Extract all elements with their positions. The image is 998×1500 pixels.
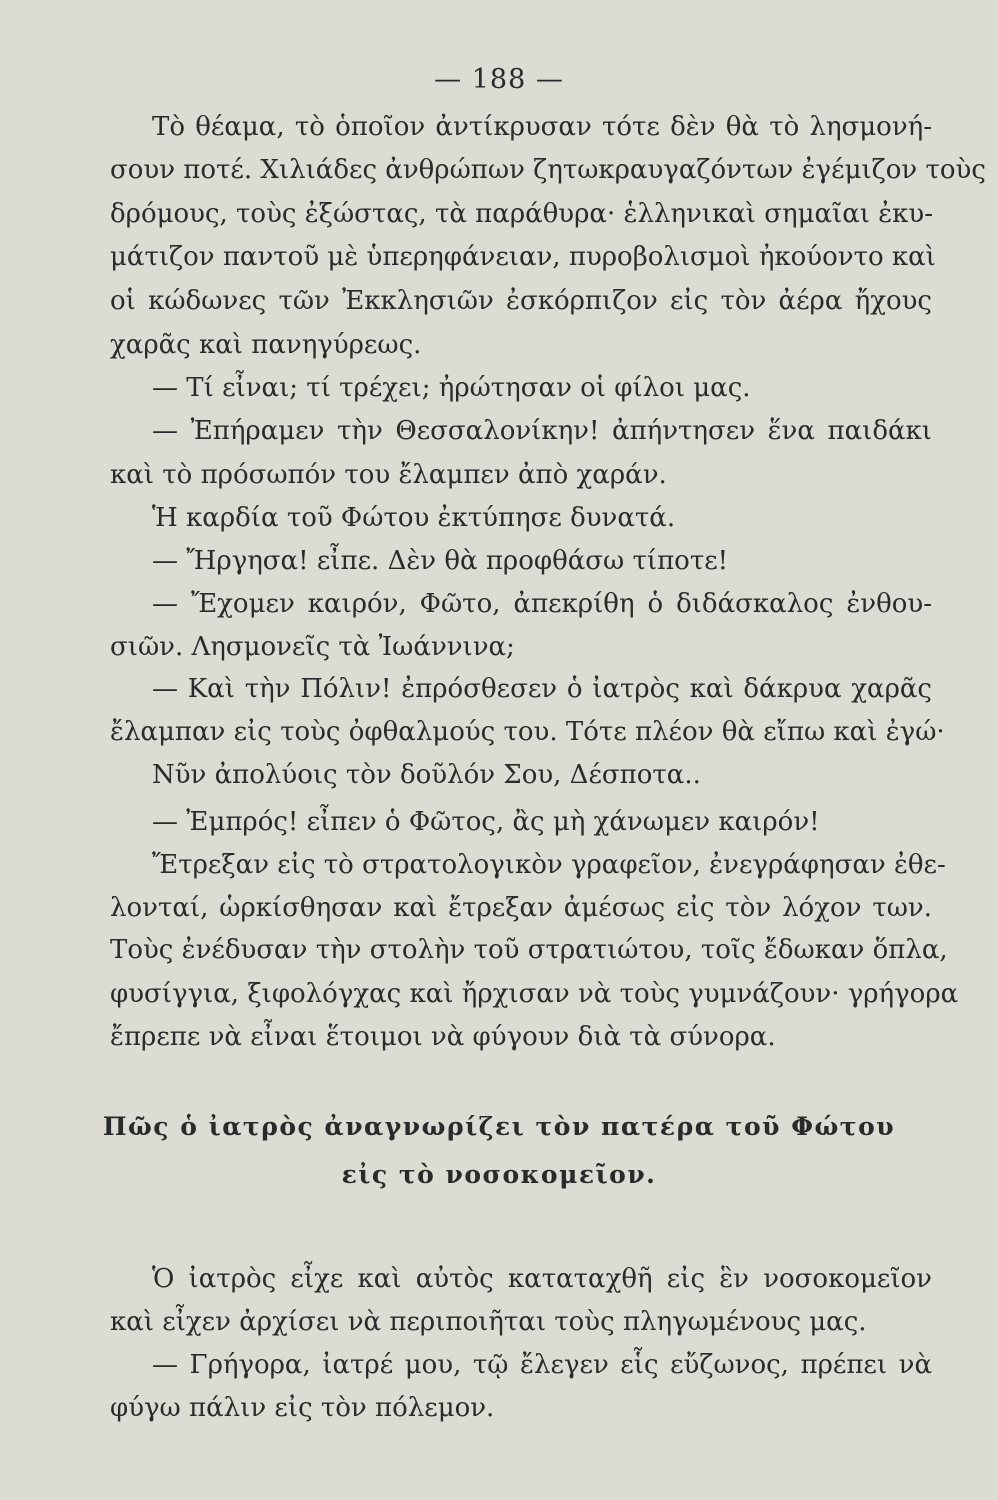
text-line: Ἔτρεξαν εἰς τὸ στρατολογικὸν γραφεῖον, ἐνεγράφησαν ἐθε- xyxy=(152,850,946,880)
text-line: Ἡ καρδία τοῦ Φώτου ἐκτύπησε δυνατά. xyxy=(152,503,676,533)
text-line: οἱ κώδωνες τῶν Ἐκκλησιῶν ἐσκόρπιζον εἰς τὸν ἀέρα ἤχους xyxy=(110,286,932,316)
text-line: Τὸ θέαμα, τὸ ὁποῖον ἀντίκρυσαν τότε δὲν θὰ τὸ λησμονή- xyxy=(152,112,932,142)
section-heading: εἰς τὸ νοσοκομεῖον. xyxy=(341,1160,657,1189)
text-line: — Ἔχομεν καιρόν, Φῶτο, ἀπεκρίθη ὁ διδάσκαλος ἐνθου- xyxy=(152,589,932,619)
text-line: — Γρήγορα, ἰατρέ μου, τῷ ἔλεγεν εἷς εὔζωνος, πρέπει νὰ xyxy=(152,1350,932,1380)
text-line: Ὁ ἰατρὸς εἶχε καὶ αὐτὸς καταταχθῆ εἰς ἓν νοσοκομεῖον xyxy=(152,1264,932,1294)
text-line: φυσίγγια, ξιφολόγχας καὶ ἤρχισαν νὰ τοὺς γυμνάζουν· γρήγορα xyxy=(110,979,959,1009)
text-line: μάτιζον παντοῦ μὲ ὑπερηφάνειαν, πυροβολισμοὶ ἠκούοντο καὶ xyxy=(110,242,936,272)
text-line: — Καὶ τὴν Πόλιν! ἐπρόσθεσεν ὁ ἰατρὸς καὶ δάκρυα χαρᾶς xyxy=(152,674,932,704)
text-line: — Ἐπήραμεν τὴν Θεσσαλονίκην! ἀπήντησεν ἕνα παιδάκι xyxy=(152,416,932,446)
text-line: καὶ εἶχεν ἀρχίσει νὰ περιποιῆται τοὺς πληγωμένους μας. xyxy=(110,1307,867,1337)
text-line: δρόμους, τοὺς ἐξώστας, τὰ παράθυρα· ἑλληνικαὶ σημαῖαι ἐκυ- xyxy=(110,199,934,229)
text-line: — Ἐμπρός! εἶπεν ὁ Φῶτος, ἂς μὴ χάνωμεν καιρόν! xyxy=(152,807,820,837)
text-line: — Τί εἶναι; τί τρέχει; ἠρώτησαν οἱ φίλοι μας. xyxy=(152,373,751,403)
text-line: φύγω πάλιν εἰς τὸν πόλεμον. xyxy=(110,1393,495,1423)
text-line: σιῶν. Λησμονεῖς τὰ Ἰωάννινα; xyxy=(110,632,515,662)
page-number: — 188 — xyxy=(434,64,564,95)
text-line: ἔπρεπε νὰ εἶναι ἕτοιμοι νὰ φύγουν διὰ τὰ σύνορα. xyxy=(110,1022,776,1052)
text-line: Τοὺς ἐνέδυσαν τὴν στολὴν τοῦ στρατιώτου, τοῖς ἔδωκαν ὅπλα, xyxy=(110,935,948,965)
text-line: λονταί, ὡρκίσθησαν καὶ ἔτρεξαν ἀμέσως εἰς τὸν λόχον των. xyxy=(110,893,932,923)
text-line: καὶ τὸ πρόσωπόν του ἔλαμπεν ἀπὸ χαράν. xyxy=(110,460,667,490)
text-line: Νῦν ἀπολύοις τὸν δοῦλόν Σου, Δέσποτα.. xyxy=(152,760,701,790)
text-line: χαρᾶς καὶ πανηγύρεως. xyxy=(110,330,422,360)
text-line: ἔλαμπαν εἰς τοὺς ὀφθαλμούς του. Τότε πλέον θὰ εἴπω καὶ ἐγώ· xyxy=(110,717,945,747)
section-heading: Πῶς ὁ ἰατρὸς ἀναγνωρίζει τὸν πατέρα τοῦ Φώτου xyxy=(102,1112,896,1141)
text-line: σουν ποτέ. Χιλιάδες ἀνθρώπων ζητωκραυγαζόντων ἐγέμιζον τοὺς xyxy=(110,155,986,185)
text-line: — Ἤργησα! εἶπε. Δὲν θὰ προφθάσω τίποτε! xyxy=(152,546,729,576)
